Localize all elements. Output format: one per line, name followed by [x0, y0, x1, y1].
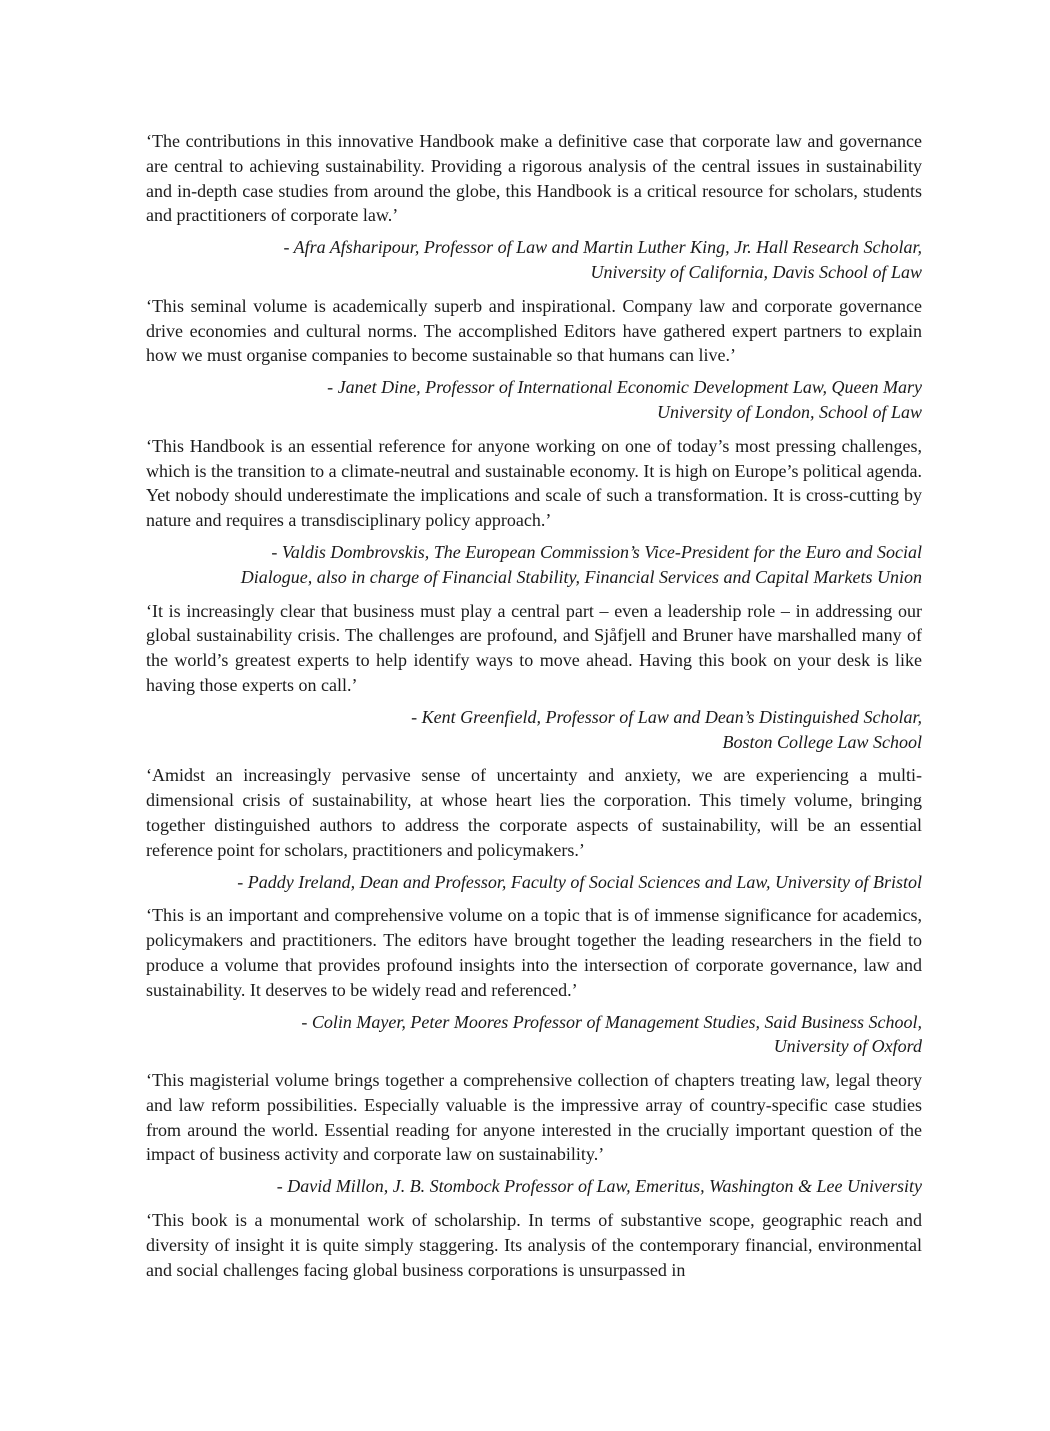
endorsement-quote: ‘This is an important and comprehensive volume on a topic that is of immense significance for academics, policymakers and practitioners. The editors have brought together the leading researchers in the field to produce a volume that provides profound insights into the intersection of corporate governance, law and sustainability. It deserves to be widely read and referenced.’: [146, 905, 922, 1000]
endorsement-attribution: [146, 540, 922, 590]
attribution-line: - David Millon, J. B. Stombock Professor of Law, Emeritus, Washington & Lee University: [276, 1176, 922, 1197]
endorsement-dombrovskis: [146, 434, 922, 590]
endorsement-quote: ‘This book is a monumental work of scholarship. In terms of substantive scope, geographic reach and diversity of insight it is quite simply staggering. Its analysis of the contemporary financial, environmental and social challenges facing global business corporations is unsurpassed in: [146, 1210, 922, 1280]
attribution-line: Boston College Law School: [722, 731, 922, 752]
endorsement-quote: ‘The contributions in this innovative Handbook make a definitive case that corporate law and governance are central to achieving sustainability. Providing a rigorous analysis of the central issues in sustainability and in-depth case studies from around the globe, this Handbook is a critical resource for scholars, students and practitioners of corporate law.’: [146, 131, 922, 226]
attribution-line: University of California, Davis School of Law: [590, 261, 922, 282]
endorsement-ireland: [146, 763, 922, 894]
attribution-line: - Paddy Ireland, Dean and Professor, Faculty of Social Sciences and Law, University of Bristol: [237, 871, 922, 892]
endorsement-mayer: [146, 903, 922, 1059]
attribution-line: - Janet Dine, Professor of International Economic Development Law, Queen Mary: [327, 377, 922, 398]
endorsement-quote: ‘Amidst an increasingly pervasive sense of uncertainty and anxiety, we are experiencing a multi-dimensional crisis of sustainability, at whose heart lies the corporation. This timely volume, bringing together distinguished authors to address the corporate aspects of sustainability, will be an essential reference point for scholars, practitioners and policymakers.’: [146, 765, 922, 860]
attribution-line: Dialogue, also in charge of Financial Stability, Financial Services and Capital Markets Union: [240, 566, 922, 587]
attribution-line: - Valdis Dombrovskis, The European Commission’s Vice-President for the Euro and Social: [271, 541, 922, 562]
endorsement-attribution: [146, 235, 922, 285]
endorsement-dine: [146, 294, 922, 425]
endorsement-continued: [146, 1208, 922, 1282]
endorsement-afsharipour: [146, 129, 922, 285]
endorsement-quote: ‘This seminal volume is academically superb and inspirational. Company law and corporate governance drive economies and cultural norms. The accomplished Editors have gathered expert partners to explain how we must organise companies to become sustainable so that humans can live.’: [146, 295, 922, 366]
endorsement-millon: [146, 1068, 922, 1199]
endorsement-attribution: [146, 1174, 922, 1199]
endorsement-attribution: [146, 1010, 922, 1060]
attribution-line: - Kent Greenfield, Professor of Law and Dean’s Distinguished Scholar,: [411, 706, 922, 727]
endorsement-greenfield: [146, 599, 922, 755]
endorsement-attribution: [146, 375, 922, 425]
endorsement-attribution: [146, 870, 922, 895]
attribution-line: - Colin Mayer, Peter Moores Professor of Management Studies, Said Business School,: [301, 1011, 922, 1032]
endorsement-attribution: [146, 705, 922, 755]
endorsement-quote: ‘This Handbook is an essential reference for anyone working on one of today’s most pressing challenges, which is the transition to a climate-neutral and sustainable economy. It is high on Europe’s political agenda. Yet nobody should underestimate the implications and scale of such a transformation. It is cross-cutting by nature and requires a transdisciplinary policy approach.’: [146, 435, 922, 531]
attribution-line: - Afra Afsharipour, Professor of Law and Martin Luther King, Jr. Hall Research Scholar,: [283, 237, 922, 258]
attribution-line: University of London, School of Law: [657, 401, 922, 422]
endorsement-quote: ‘This magisterial volume brings together a comprehensive collection of chapters treating law, legal theory and law reform possibilities. Especially valuable is the impressive array of country-specific case studies from around the world. Essential reading for anyone interested in the crucially important question of the impact of business activity and corporate law on sustainability.’: [146, 1070, 922, 1165]
attribution-line: University of Oxford: [773, 1036, 922, 1057]
endorsement-quote: ‘It is increasingly clear that business must play a central part – even a leadership role – in addressing our global sustainability crisis. The challenges are profound, and Sjåfjell and Bruner have marshalled many of the world’s greatest experts to help identify ways to move ahead. Having this book on your desk is like having those experts on call.’: [146, 600, 922, 695]
